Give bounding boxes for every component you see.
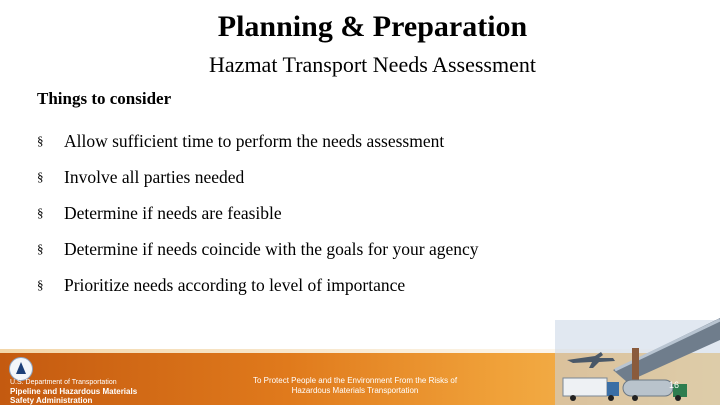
bullet-mark: § <box>37 241 44 256</box>
agency-line-2: Safety Administration <box>10 396 93 405</box>
bullet-mark: § <box>37 133 44 148</box>
mission-line-2: Hazardous Materials Transportation <box>291 386 419 395</box>
slide-subtitle: Hazmat Transport Needs Assessment <box>209 52 536 77</box>
mission-statement <box>230 376 480 396</box>
agency-name <box>10 378 137 405</box>
bullet-mark: § <box>37 277 44 292</box>
bullet-text: Determine if needs coincide with the goals for your agency <box>64 238 479 259</box>
bullet-mark: § <box>37 205 44 220</box>
page-number: 16 <box>669 380 680 390</box>
bullet-item <box>37 123 479 159</box>
bullet-text: Involve all parties needed <box>64 166 245 187</box>
department-name: U.S. Department of Transportation <box>10 379 117 386</box>
bullet-text: Determine if needs are feasible <box>64 202 282 223</box>
bullet-item <box>37 267 479 303</box>
bullet-list <box>37 123 479 303</box>
bullet-item <box>37 195 479 231</box>
mission-line-1: To Protect People and the Environment From the Risks of <box>252 376 458 385</box>
bullet-mark: § <box>37 169 44 184</box>
section-heading: Things to consider <box>37 89 172 108</box>
slide-title: Planning & Preparation <box>217 10 528 43</box>
bullet-item <box>37 159 479 195</box>
bullet-text: Allow sufficient time to perform the needs assessment <box>64 130 445 151</box>
agency-line-1: Pipeline and Hazardous Materials <box>10 387 138 396</box>
transport-collage-icon <box>555 300 720 405</box>
bullet-item <box>37 231 479 267</box>
bullet-text: Prioritize needs according to level of importance <box>64 274 406 295</box>
